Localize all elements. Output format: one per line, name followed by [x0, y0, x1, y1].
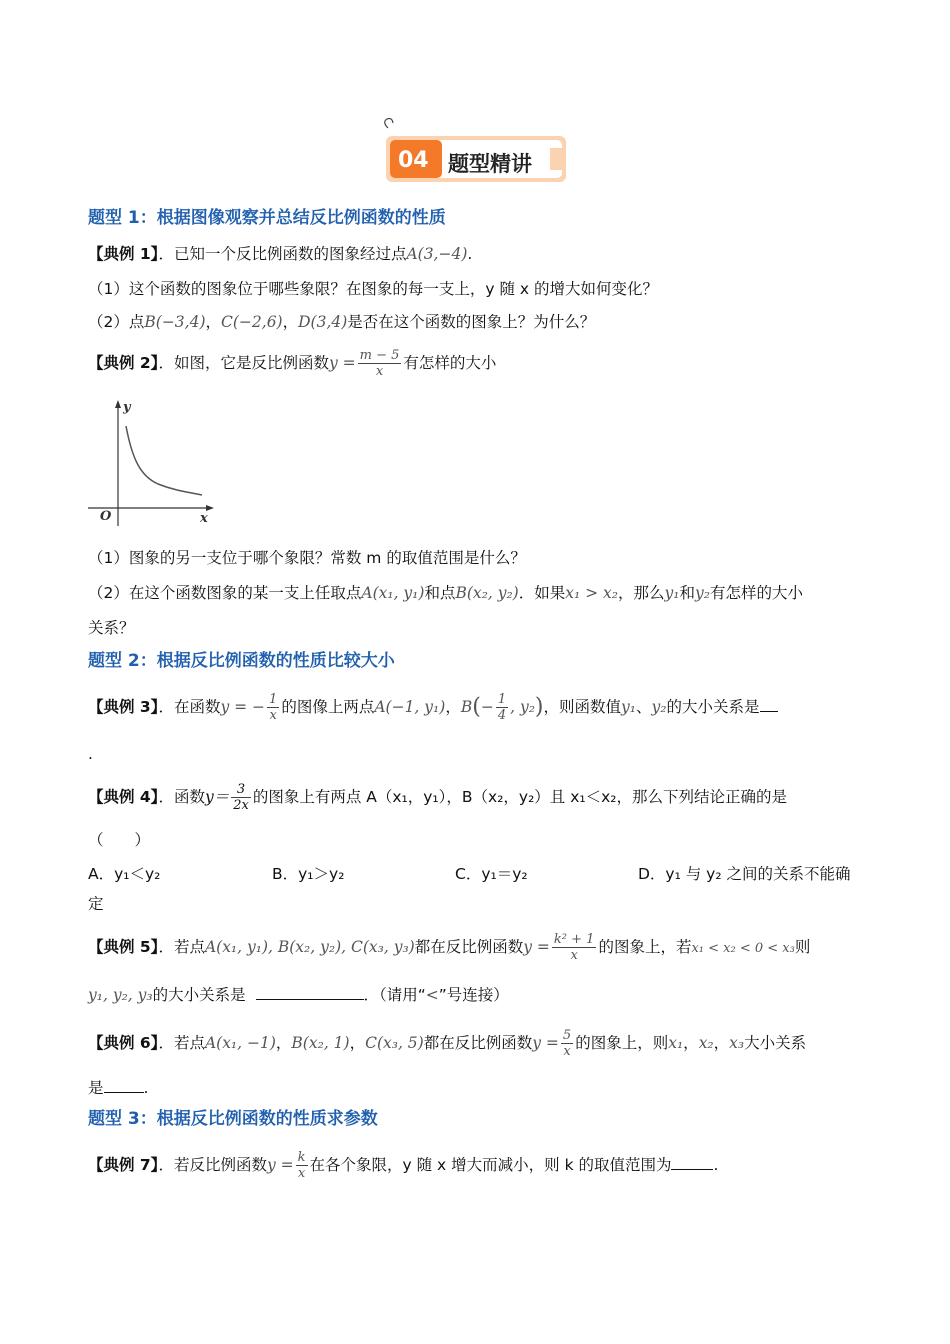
var-y1: y₁	[664, 584, 680, 602]
var-y2: y₂	[695, 584, 711, 602]
example-text-post: 的图象上，若	[598, 938, 692, 956]
example-2-q2-line2: 关系？	[88, 619, 135, 637]
point-a: A(−1, y₁)	[374, 698, 446, 716]
example-label: 【典例 4】	[88, 788, 159, 806]
q2-prefix: （2）点	[88, 313, 145, 331]
formula-fraction	[358, 348, 402, 379]
formula-lhs: y = −	[220, 698, 266, 716]
example-text-mid: 都在反比例函数	[414, 938, 524, 956]
vars: y₁, y₂, y₃	[88, 986, 153, 1004]
period: .	[713, 1156, 719, 1174]
example-text-post: 在各个象限，y 随 x 增大而减小，则 k 的取值范围为	[309, 1156, 672, 1174]
point-d: D(3,4)	[298, 313, 348, 331]
points: A(x₁, y₁), B(x₂, y₂), C(x₃, y₃)	[204, 938, 415, 956]
example-4-paren: （ ）	[88, 831, 151, 849]
example-4	[88, 782, 787, 813]
example-text: ．若反比例函数	[158, 1156, 267, 1174]
formula-fraction	[552, 932, 597, 963]
example-label: 【典例 3】	[88, 698, 159, 716]
point-a: A(x₁, y₁)	[361, 584, 425, 602]
example-text-tail: 大小关系	[744, 1034, 807, 1052]
fraction-denominator: x	[267, 707, 279, 723]
fraction-numerator: 5	[562, 1028, 572, 1043]
point-b: B(x₂, 1)	[291, 1034, 350, 1052]
fraction-denominator: x	[358, 363, 402, 379]
example-text: 的大小关系是	[152, 986, 246, 1004]
connector: 和	[679, 584, 696, 602]
fraction-numerator: 1	[497, 692, 507, 707]
formula-fraction	[561, 1028, 573, 1059]
answer-blank[interactable]	[760, 697, 778, 712]
point-c: C(−2,6)	[221, 313, 283, 331]
example-text-post: ．（请用“	[363, 986, 426, 1004]
example-text: ．在函数	[158, 698, 221, 716]
badge-title: 题型精讲	[448, 152, 532, 176]
fraction-denominator: x	[561, 1043, 573, 1059]
point-b-y: , y₂	[510, 698, 535, 716]
example-2-q2	[88, 583, 803, 603]
q2-suffix: 是否在这个函数的图象上？为什么？	[347, 313, 596, 331]
example-text-end: ”号连接）	[438, 986, 509, 1004]
condition: x₁ < x₂ < 0 < x₃	[691, 941, 795, 956]
example-text-post: 的图象上有两点 A（x₁，y₁），B（x₂，y₂）且 x₁＜x₂，那么下列结论正确的是	[252, 788, 787, 806]
separator: 、	[636, 698, 652, 716]
separator: ，	[275, 1034, 292, 1052]
formula-lhs: y =	[266, 1156, 294, 1174]
example-label: 【典例 1】	[88, 245, 159, 263]
example-label: 【典例 7】	[88, 1156, 159, 1174]
header-badge	[380, 118, 570, 188]
var-x3: x₃	[729, 1034, 745, 1052]
option-d[interactable]: D．y₁ 与 y₂ 之间的关系不能确	[638, 865, 851, 883]
separator: ，	[713, 1034, 730, 1052]
example-3: 【典例 3】．在函数y = − $\frac{1}{x}$ 的图像上两点A(−1, y₁)，B(− $\frac{1}{4}$ , y₂)，则函数值y₁、y₂的大小关系是	[88, 692, 778, 723]
fraction-numerator: 1	[269, 692, 278, 707]
function-graph	[88, 398, 218, 533]
var-x1: x₁	[668, 1034, 684, 1052]
connector: 和点	[424, 584, 456, 602]
condition: x₁ > x₂	[565, 584, 619, 602]
badge-number: 04	[398, 148, 429, 173]
example-text-mid: 都在反比例函数	[423, 1034, 533, 1052]
q2-mid2: ，那么	[618, 584, 665, 602]
example-1-q1: （1）这个函数的图象位于哪些象限？在图象的每一支上，y 随 x 的增大如何变化？	[88, 280, 658, 298]
y-axis-label: y	[123, 400, 131, 415]
period: .	[467, 245, 473, 263]
fraction-numerator: k² + 1	[553, 932, 595, 947]
example-7	[88, 1150, 718, 1181]
formula-lhs: y =	[532, 1034, 559, 1052]
fraction-denominator: x	[296, 1165, 308, 1181]
example-2-q1: （1）图象的另一支位于哪个象限？常数 m 的取值范围是什么？	[88, 549, 526, 567]
var-x2: x₂	[698, 1034, 714, 1052]
fraction-denominator: 4	[497, 708, 507, 723]
formula-lhs: y =	[328, 354, 356, 372]
example-2	[88, 348, 496, 379]
example-text: ．已知一个反比例函数的图象经过点	[158, 245, 407, 263]
example-3-dot: .	[88, 745, 93, 763]
fraction-denominator: x	[552, 947, 597, 963]
option-b[interactable]: B．y₁＞y₂	[272, 865, 345, 883]
answer-blank[interactable]	[256, 985, 364, 1000]
option-c[interactable]: C．y₁＝y₂	[455, 865, 528, 883]
var-y1: y₁	[621, 698, 637, 716]
example-label: 【典例 5】	[88, 938, 159, 956]
point-b-name: B	[460, 698, 473, 716]
example-text-post: ，则函数值	[543, 698, 622, 716]
point-b-fraction	[496, 692, 508, 723]
formula-fraction	[231, 782, 251, 813]
less-than-sign: <	[425, 986, 439, 1004]
section-title-1: 题型 1：根据图像观察并总结反比例函数的性质	[88, 208, 446, 228]
point-a: A(x₁, −1)	[204, 1034, 276, 1052]
separator: ，	[445, 698, 461, 716]
section-title-2: 题型 2：根据反比例函数的性质比较大小	[88, 651, 395, 671]
example-label: 【典例 6】	[88, 1034, 159, 1052]
example-6	[88, 1028, 806, 1059]
fraction-numerator: m − 5	[359, 348, 400, 363]
example-text: ．若点	[158, 938, 205, 956]
formula-fraction	[296, 1150, 308, 1181]
fraction-numerator: k	[297, 1150, 306, 1165]
point-a: A(3,−4)	[406, 245, 468, 263]
q2-mid: ．如果	[518, 584, 566, 602]
example-text: ．函数	[158, 788, 205, 806]
q2-prefix: （2）在这个函数图象的某一支上任取点	[88, 584, 362, 602]
example-text: ．若点	[158, 1034, 205, 1052]
formula-lhs: y =	[523, 938, 550, 956]
example-text-mid: 的图像上两点	[281, 698, 375, 716]
separator: ，	[282, 313, 299, 331]
period: .	[143, 1079, 149, 1097]
example-text: ．如图，它是反比例函数	[158, 354, 329, 372]
separator: ，	[349, 1034, 366, 1052]
example-1-q2	[88, 312, 595, 332]
example-6-line2	[88, 1078, 148, 1098]
option-a[interactable]: A．y₁＜y₂	[88, 865, 161, 883]
origin-label: O	[100, 509, 112, 524]
point-b: B(−3,4)	[144, 313, 206, 331]
formula-fraction	[267, 692, 279, 723]
section-title-3: 题型 3：根据反比例函数的性质求参数	[88, 1109, 378, 1129]
y-axis-arrow	[115, 400, 121, 408]
example-text-end: 的大小关系是	[666, 698, 760, 716]
example-text-post: 有怎样的大小	[403, 354, 497, 372]
x-axis-label: x	[200, 511, 208, 526]
fraction-denominator: 2x	[233, 798, 249, 813]
point-b: B(x₂, y₂)	[455, 584, 519, 602]
point-c: C(x₃, 5)	[365, 1034, 424, 1052]
example-text-post: 的图象上，则	[575, 1034, 669, 1052]
fraction-numerator: 3	[236, 782, 246, 797]
connector: 则	[794, 938, 811, 956]
example-1	[88, 244, 472, 264]
q2-suffix: 有怎样的大小	[710, 584, 804, 602]
answer-blank[interactable]	[671, 1155, 713, 1170]
formula-lhs: y＝	[204, 788, 230, 806]
separator: ，	[205, 313, 222, 331]
hyperbola-branch	[126, 426, 202, 495]
answer-blank[interactable]	[104, 1078, 144, 1093]
example-label: 【典例 2】	[88, 354, 159, 372]
var-y2: y₂	[651, 698, 667, 716]
separator: ，	[683, 1034, 699, 1052]
option-d-cont: 定	[88, 895, 104, 913]
example-5-line2	[88, 985, 509, 1005]
example-5	[88, 932, 810, 963]
example-text: 是	[88, 1079, 104, 1097]
